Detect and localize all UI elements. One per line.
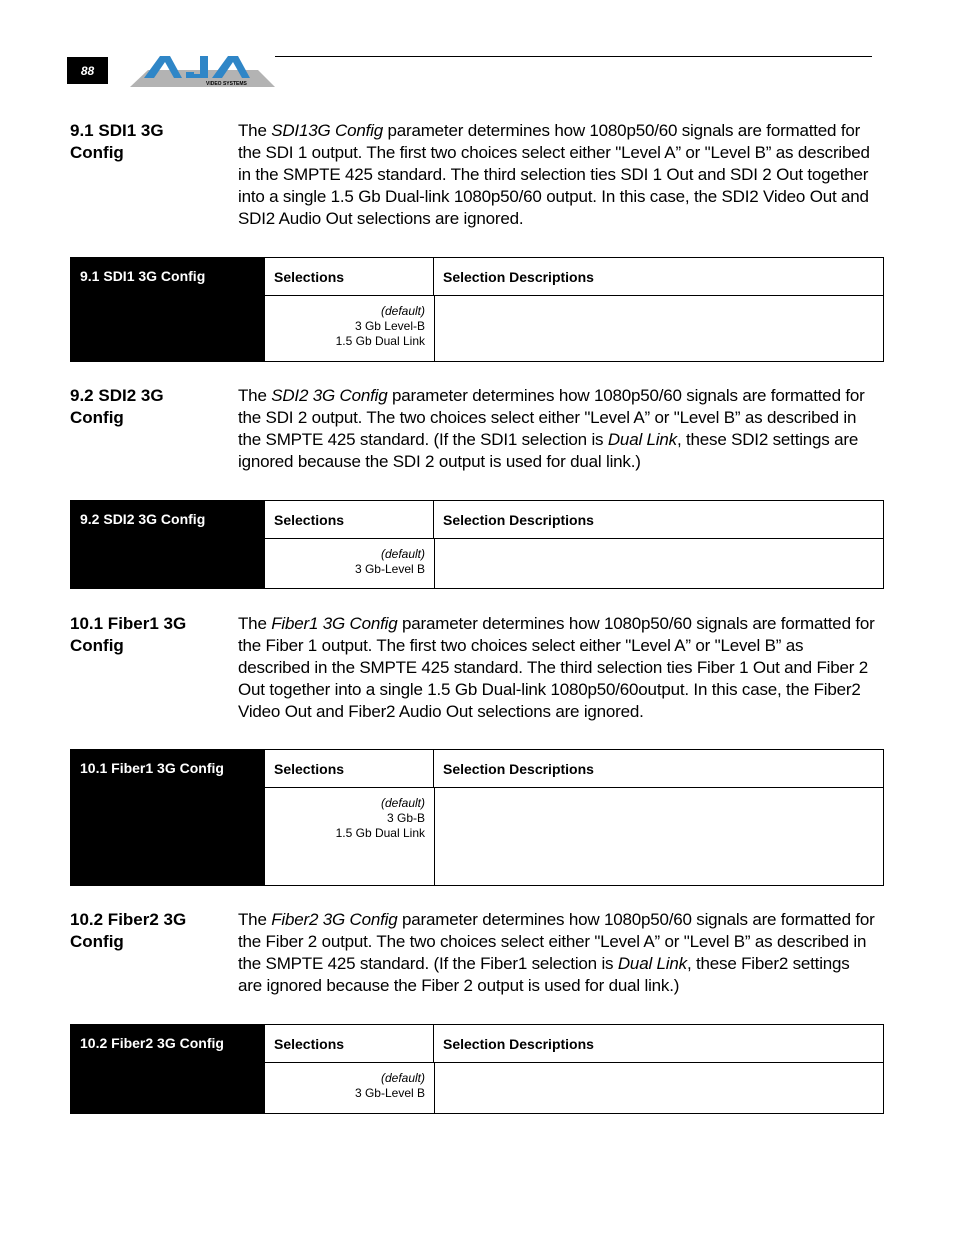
table-label-cell: 10.1 Fiber1 3G Config <box>71 750 265 885</box>
aja-logo <box>130 54 275 88</box>
selection-list <box>265 547 425 577</box>
section-body: The SDI2 3G Config parameter determines how 1080p50/60 signals are formatted for the SDI 2 output. The two choices select either "Level A” or "Level B” as described in the SMPTE 425 standard. (If the SDI1 selection is Dual Link, these SDI2 settings are ignored because the SDI 2 output is used for dual link.) <box>238 386 865 471</box>
section-fiber1-3g-config <box>70 613 884 728</box>
column-header-selections: Selections <box>265 258 434 295</box>
selection-item: 3 Gb-Level B <box>354 562 425 576</box>
section-title: 10.1 Fiber1 3G Config <box>70 614 187 655</box>
table-label-cell: 9.2 SDI2 3G Config <box>71 501 265 588</box>
section-sdi2-3g-config <box>70 385 884 477</box>
column-header-descriptions: Selection Descriptions <box>443 760 594 777</box>
selection-item: (default) <box>380 1071 425 1085</box>
section-fiber2-3g-config <box>70 909 884 1001</box>
section-title: 9.1 SDI1 3G Config <box>70 121 164 162</box>
column-header-selections: Selections <box>265 501 434 538</box>
config-table-fiber1 <box>70 749 884 886</box>
selection-item: 1.5 Gb Dual Link <box>335 334 425 348</box>
selection-item: 3 Gb Level-B <box>354 319 425 333</box>
config-table-sdi2 <box>70 500 884 589</box>
selection-item: (default) <box>380 304 425 318</box>
logo-subtext: VIDEO SYSTEMS <box>206 81 247 87</box>
header-rule <box>275 56 872 57</box>
section-title: 9.2 SDI2 3G Config <box>70 386 164 427</box>
table-label-cell: 10.2 Fiber2 3G Config <box>71 1025 265 1113</box>
section-body: The Fiber1 3G Config parameter determines how 1080p50/60 signals are formatted for the Fiber 1 output. The first two choices select either "Level A” or "Level B” as described in the SMPTE 425 standard. The third selection ties Fiber 1 Out and Fiber 2 Out together into a single 1.5 Gb Dual-link 1080p50/60output. In this case, the Fiber2 Video Out and Fiber2 Audio Out selections are ignored. <box>238 614 875 721</box>
section-body: The Fiber2 3G Config parameter determines how 1080p50/60 signals are formatted for the Fiber 2 output. The two choices select either "Level A” or "Level B” as described in the SMPTE 425 standard. (If the Fiber1 selection is Dual Link, these Fiber2 settings are ignored because the Fiber 2 output is used for dual link.) <box>238 910 875 995</box>
selection-list <box>265 1071 425 1101</box>
config-table-fiber2 <box>70 1024 884 1114</box>
section-body: The SDI13G Config parameter determines how 1080p50/60 signals are formatted for the SDI 1 output. The first two choices select either "Level A” or "Level B” as described in the SMPTE 425 standard. The third selection ties SDI 1 Out and SDI 2 Out together into a single 1.5 Gb Dual-link 1080p50/60 output. In this case, the SDI2 Video Out and SDI2 Audio Out selections are ignored. <box>238 121 870 228</box>
selection-item: (default) <box>380 547 425 561</box>
config-table-sdi1 <box>70 257 884 362</box>
page-number: 88 <box>67 57 108 84</box>
selection-item: 1.5 Gb Dual Link <box>335 826 425 840</box>
selection-item: 3 Gb-Level B <box>354 1086 425 1100</box>
section-sdi1-3g-config <box>70 120 884 235</box>
selection-item: 3 Gb-B <box>386 811 425 825</box>
selection-item: (default) <box>380 796 425 810</box>
column-header-descriptions: Selection Descriptions <box>443 1035 594 1052</box>
table-label-cell: 9.1 SDI1 3G Config <box>71 258 265 361</box>
selection-list <box>265 796 425 841</box>
column-header-selections: Selections <box>265 750 434 787</box>
column-header-selections: Selections <box>265 1025 434 1062</box>
column-header-descriptions: Selection Descriptions <box>443 511 594 528</box>
section-title: 10.2 Fiber2 3G Config <box>70 910 187 951</box>
column-header-descriptions: Selection Descriptions <box>443 268 594 285</box>
selection-list <box>265 304 425 349</box>
